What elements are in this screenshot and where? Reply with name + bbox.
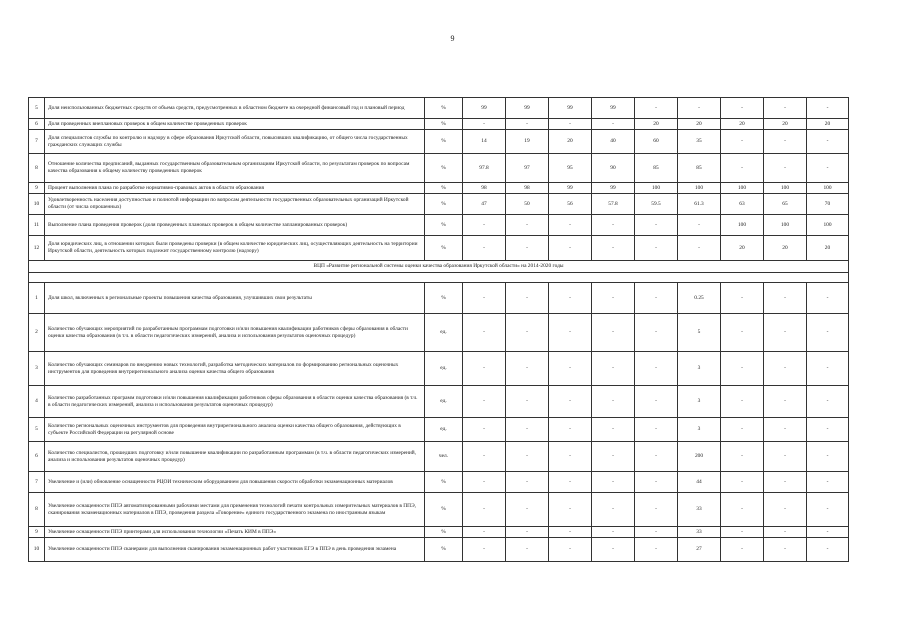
value-cell: 100 xyxy=(678,183,721,194)
unit-cell: % xyxy=(425,183,463,194)
value-cell: 19 xyxy=(506,130,549,154)
value-cell: - xyxy=(807,493,849,527)
value-cell: 97.8 xyxy=(463,154,506,183)
unit-cell: % xyxy=(425,215,463,236)
value-cell: 100 xyxy=(721,183,764,194)
unit-cell: % xyxy=(425,472,463,493)
indicator-name: Количество обучающих семинаров по внедрению новых технологий, разработка методических материалов по формированию региональных оценочных инструментов для проведения внутрирегионального анализа оценки качества общего образования xyxy=(45,352,425,386)
indicator-name: Доля юридических лиц, в отношении которых были проведены проверки (в общем количестве юридических лиц, осуществляющих деятельность на территории Иркутской области, деятельность которых подлежит государственному контролю (надзору) xyxy=(45,236,425,261)
unit-cell: % xyxy=(425,527,463,538)
value-cell: 20 xyxy=(549,130,592,154)
unit-cell: ед. xyxy=(425,418,463,442)
value-cell: - xyxy=(592,314,635,352)
row-number: 9 xyxy=(29,183,45,194)
value-cell: - xyxy=(463,386,506,418)
value-cell: - xyxy=(506,119,549,130)
table-row xyxy=(29,183,849,194)
value-cell: - xyxy=(506,418,549,442)
table-row xyxy=(29,418,849,442)
value-cell: - xyxy=(764,527,807,538)
indicator-name: Выполнение плана проведения проверок (доля проведенных плановых проверок в общем количестве запланированных проверок) xyxy=(45,215,425,236)
indicator-name: Отношение количества предписаний, выданных государственным образовательным организациям Иркутской области, по результатам проверок по вопросам качества образования к общему количеству проведенных проверок xyxy=(45,154,425,183)
indicators-table xyxy=(28,97,849,562)
value-cell: - xyxy=(549,493,592,527)
table-row xyxy=(29,215,849,236)
value-cell: - xyxy=(807,352,849,386)
row-number: 7 xyxy=(29,130,45,154)
value-cell: - xyxy=(463,538,506,562)
value-cell: - xyxy=(764,538,807,562)
table-body xyxy=(29,98,849,562)
row-number: 2 xyxy=(29,314,45,352)
value-cell: 63 xyxy=(721,194,764,215)
value-cell: - xyxy=(807,472,849,493)
row-number: 4 xyxy=(29,386,45,418)
row-number: 3 xyxy=(29,352,45,386)
indicator-name: Доля проведенных внеплановых проверок в общем количестве проведенных проверок xyxy=(45,119,425,130)
value-cell: - xyxy=(463,442,506,472)
unit-cell: чел. xyxy=(425,442,463,472)
value-cell: - xyxy=(721,493,764,527)
value-cell: 47 xyxy=(463,194,506,215)
value-cell: - xyxy=(463,418,506,442)
value-cell: - xyxy=(635,98,678,119)
value-cell: 33 xyxy=(678,527,721,538)
value-cell: - xyxy=(764,386,807,418)
indicator-name: Доля специалистов службы по контролю и надзору в сфере образования Иркутской области, повысивших квалификацию, от общего числа государственных гражданских служащих службы xyxy=(45,130,425,154)
value-cell: - xyxy=(635,527,678,538)
value-cell: - xyxy=(506,527,549,538)
row-number: 8 xyxy=(29,154,45,183)
value-cell: 44 xyxy=(678,472,721,493)
value-cell: - xyxy=(592,418,635,442)
value-cell: 100 xyxy=(635,183,678,194)
spacer-row xyxy=(29,273,849,283)
value-cell: - xyxy=(807,386,849,418)
value-cell: 97 xyxy=(506,154,549,183)
value-cell: - xyxy=(807,130,849,154)
value-cell: - xyxy=(764,352,807,386)
value-cell: 60 xyxy=(635,130,678,154)
value-cell: - xyxy=(635,215,678,236)
value-cell: - xyxy=(721,154,764,183)
value-cell: - xyxy=(764,493,807,527)
value-cell: 99 xyxy=(592,183,635,194)
indicator-name: Увеличение оснащенности ППЭ принтерами для использования технологии «Печать КИМ в ППЭ» xyxy=(45,527,425,538)
value-cell: 85 xyxy=(635,154,678,183)
value-cell: 95 xyxy=(549,154,592,183)
value-cell: - xyxy=(506,314,549,352)
value-cell: - xyxy=(592,442,635,472)
row-number: 5 xyxy=(29,418,45,442)
value-cell: 59.5 xyxy=(635,194,678,215)
indicator-name: Увеличение оснащенности ППЭ автоматизированными рабочими местами для применения технологий печати контрольных измерительных материалов в ППЭ, сканирования экзаменационных материалов в ППЭ, проведения раздела «Говорение» единого государственного экзамена по иностранным языкам xyxy=(45,493,425,527)
value-cell: 61.3 xyxy=(678,194,721,215)
value-cell: - xyxy=(463,314,506,352)
value-cell: 100 xyxy=(764,215,807,236)
row-number: 7 xyxy=(29,472,45,493)
value-cell: 3 xyxy=(678,386,721,418)
value-cell: 20 xyxy=(635,119,678,130)
value-cell: - xyxy=(463,215,506,236)
table-row xyxy=(29,314,849,352)
row-number: 1 xyxy=(29,283,45,314)
unit-cell: % xyxy=(425,194,463,215)
value-cell: - xyxy=(635,538,678,562)
table-row xyxy=(29,527,849,538)
unit-cell: % xyxy=(425,130,463,154)
value-cell: - xyxy=(807,283,849,314)
value-cell: 5 xyxy=(678,314,721,352)
value-cell: 14 xyxy=(463,130,506,154)
value-cell: - xyxy=(506,538,549,562)
value-cell: - xyxy=(506,215,549,236)
value-cell: - xyxy=(635,418,678,442)
value-cell: - xyxy=(807,442,849,472)
value-cell: - xyxy=(549,538,592,562)
value-cell: - xyxy=(635,472,678,493)
table-row xyxy=(29,493,849,527)
value-cell: 65 xyxy=(764,194,807,215)
value-cell: - xyxy=(506,442,549,472)
row-number: 5 xyxy=(29,98,45,119)
unit-cell: % xyxy=(425,283,463,314)
value-cell: - xyxy=(807,98,849,119)
indicator-name: Доля школ, включенных в региональные проекты повышения качества образования, улучшивших свои результаты xyxy=(45,283,425,314)
value-cell: - xyxy=(506,386,549,418)
value-cell: - xyxy=(592,527,635,538)
value-cell: - xyxy=(549,119,592,130)
value-cell: - xyxy=(592,215,635,236)
table-row xyxy=(29,352,849,386)
table-row xyxy=(29,130,849,154)
value-cell: - xyxy=(635,386,678,418)
table-row xyxy=(29,472,849,493)
value-cell: 20 xyxy=(764,236,807,261)
row-number: 6 xyxy=(29,442,45,472)
unit-cell: % xyxy=(425,154,463,183)
table-row xyxy=(29,236,849,261)
value-cell: - xyxy=(506,283,549,314)
value-cell: - xyxy=(721,538,764,562)
indicator-name: Количество обучающих мероприятий по разработанным программам подготовки и/или повышения квалификации работников сферы образования в области оценки качества образования (в т.ч. в области педагогических измерений, анализа и использования результатов оценочных процедур) xyxy=(45,314,425,352)
page-number: 9 xyxy=(450,34,455,43)
value-cell: - xyxy=(807,538,849,562)
value-cell: - xyxy=(807,154,849,183)
value-cell: - xyxy=(592,472,635,493)
table-row xyxy=(29,386,849,418)
value-cell: - xyxy=(506,352,549,386)
unit-cell: % xyxy=(425,236,463,261)
value-cell: - xyxy=(635,283,678,314)
value-cell: 35 xyxy=(678,130,721,154)
value-cell: 99 xyxy=(549,98,592,119)
value-cell: - xyxy=(721,386,764,418)
value-cell: 99 xyxy=(549,183,592,194)
row-number: 10 xyxy=(29,538,45,562)
value-cell: - xyxy=(721,130,764,154)
value-cell: 57.8 xyxy=(592,194,635,215)
value-cell: 56 xyxy=(549,194,592,215)
indicator-name: Количество разработанных программ подготовки и/или повышения квалификации работников сферы образования в области оценки качества образования (в т.ч. в области педагогических измерений, анализа и использования результатов оценочных процедур) xyxy=(45,386,425,418)
value-cell: - xyxy=(463,119,506,130)
value-cell: - xyxy=(506,236,549,261)
value-cell: 3 xyxy=(678,352,721,386)
value-cell: 100 xyxy=(807,215,849,236)
indicator-name: Увеличение оснащенности ППЭ сканерами для выполнения сканирования экзаменационных работ участников ЕГЭ в ППЭ в день проведения экзамена xyxy=(45,538,425,562)
value-cell: - xyxy=(635,352,678,386)
unit-cell: ед. xyxy=(425,314,463,352)
value-cell: 100 xyxy=(764,183,807,194)
value-cell: - xyxy=(721,527,764,538)
value-cell: - xyxy=(635,442,678,472)
table-row xyxy=(29,538,849,562)
table-row xyxy=(29,119,849,130)
row-number: 9 xyxy=(29,527,45,538)
value-cell: 3 xyxy=(678,418,721,442)
value-cell: 90 xyxy=(592,154,635,183)
value-cell: - xyxy=(807,527,849,538)
value-cell: - xyxy=(678,215,721,236)
unit-cell: % xyxy=(425,119,463,130)
value-cell: - xyxy=(807,314,849,352)
unit-cell: ед. xyxy=(425,386,463,418)
value-cell: - xyxy=(764,283,807,314)
value-cell: - xyxy=(549,442,592,472)
value-cell: - xyxy=(549,352,592,386)
row-number: 8 xyxy=(29,493,45,527)
value-cell: 0.25 xyxy=(678,283,721,314)
table-row xyxy=(29,283,849,314)
value-cell: - xyxy=(764,314,807,352)
value-cell: - xyxy=(764,154,807,183)
value-cell: - xyxy=(463,527,506,538)
value-cell: 100 xyxy=(807,183,849,194)
value-cell: - xyxy=(549,472,592,493)
section-title: ВЦП «Развитие региональной системы оценки качества образования Иркутской области» на 2014-2020 годы xyxy=(29,261,849,273)
indicator-name: Доля неиспользованных бюджетных средств от объема средств, предусмотренных в областном бюджете на очередной финансовый год и плановый период xyxy=(45,98,425,119)
value-cell: - xyxy=(721,98,764,119)
value-cell: 20 xyxy=(807,119,849,130)
value-cell: 100 xyxy=(721,215,764,236)
value-cell: - xyxy=(635,493,678,527)
indicator-name: Количество региональных оценочных инструментов для проведения внутрирегионального анализа оценки качества общего образования, действующих в субъекте Российской Федерации на регулярной основе xyxy=(45,418,425,442)
unit-cell: % xyxy=(425,493,463,527)
value-cell: 99 xyxy=(506,98,549,119)
value-cell: - xyxy=(592,236,635,261)
value-cell: - xyxy=(721,442,764,472)
value-cell: 20 xyxy=(678,119,721,130)
value-cell: 200 xyxy=(678,442,721,472)
indicator-name: Удовлетворенность населения доступностью и полнотой информации по вопросам деятельности государственных образовательных организаций Иркутской области (от числа опрошенных) xyxy=(45,194,425,215)
value-cell: 85 xyxy=(678,154,721,183)
indicator-name: Процент выполнения плана по разработке нормативно-правовых актов в области образования xyxy=(45,183,425,194)
value-cell: - xyxy=(463,352,506,386)
value-cell: 20 xyxy=(764,119,807,130)
value-cell: 20 xyxy=(721,236,764,261)
value-cell: - xyxy=(463,283,506,314)
value-cell: - xyxy=(549,236,592,261)
value-cell: - xyxy=(549,215,592,236)
value-cell: 98 xyxy=(506,183,549,194)
section-header-row xyxy=(29,261,849,273)
value-cell: - xyxy=(764,442,807,472)
table-row xyxy=(29,98,849,119)
value-cell: - xyxy=(506,493,549,527)
value-cell: 99 xyxy=(592,98,635,119)
value-cell: - xyxy=(721,314,764,352)
value-cell: - xyxy=(592,538,635,562)
value-cell: 98 xyxy=(463,183,506,194)
value-cell: - xyxy=(721,472,764,493)
value-cell: - xyxy=(549,386,592,418)
unit-cell: % xyxy=(425,98,463,119)
value-cell: - xyxy=(764,472,807,493)
unit-cell: ед. xyxy=(425,352,463,386)
value-cell: - xyxy=(721,352,764,386)
value-cell: - xyxy=(549,314,592,352)
indicator-name: Увеличение и (или) обновление оснащенности РЦОИ техническим оборудованием для повышения скорости обработки экзаменационных материалов xyxy=(45,472,425,493)
value-cell: 20 xyxy=(807,236,849,261)
value-cell: - xyxy=(592,119,635,130)
value-cell: 40 xyxy=(592,130,635,154)
unit-cell: % xyxy=(425,538,463,562)
value-cell: 70 xyxy=(807,194,849,215)
value-cell: 33 xyxy=(678,493,721,527)
value-cell: - xyxy=(506,472,549,493)
row-number: 12 xyxy=(29,236,45,261)
value-cell: 99 xyxy=(463,98,506,119)
table-row xyxy=(29,154,849,183)
value-cell: - xyxy=(592,386,635,418)
value-cell: - xyxy=(721,283,764,314)
row-number: 10 xyxy=(29,194,45,215)
value-cell: - xyxy=(549,418,592,442)
indicator-name: Количество специалистов, прошедших подготовку и/или повышение квалификации по разработанным программам (в т.ч. в области педагогических измерений, анализа и использования результатов оценочных процедур) xyxy=(45,442,425,472)
value-cell: 27 xyxy=(678,538,721,562)
value-cell: - xyxy=(463,236,506,261)
value-cell: - xyxy=(635,314,678,352)
value-cell: - xyxy=(549,283,592,314)
table-row xyxy=(29,442,849,472)
value-cell: - xyxy=(592,352,635,386)
value-cell: - xyxy=(764,418,807,442)
value-cell: - xyxy=(764,130,807,154)
value-cell: - xyxy=(592,493,635,527)
value-cell: - xyxy=(721,418,764,442)
value-cell: - xyxy=(463,493,506,527)
value-cell: - xyxy=(592,283,635,314)
value-cell: - xyxy=(635,236,678,261)
value-cell: - xyxy=(764,98,807,119)
value-cell: - xyxy=(549,527,592,538)
value-cell: - xyxy=(463,472,506,493)
table-row xyxy=(29,194,849,215)
row-number: 6 xyxy=(29,119,45,130)
value-cell: - xyxy=(678,236,721,261)
value-cell: - xyxy=(807,418,849,442)
value-cell: 50 xyxy=(506,194,549,215)
value-cell: 20 xyxy=(721,119,764,130)
value-cell: - xyxy=(678,98,721,119)
row-number: 11 xyxy=(29,215,45,236)
